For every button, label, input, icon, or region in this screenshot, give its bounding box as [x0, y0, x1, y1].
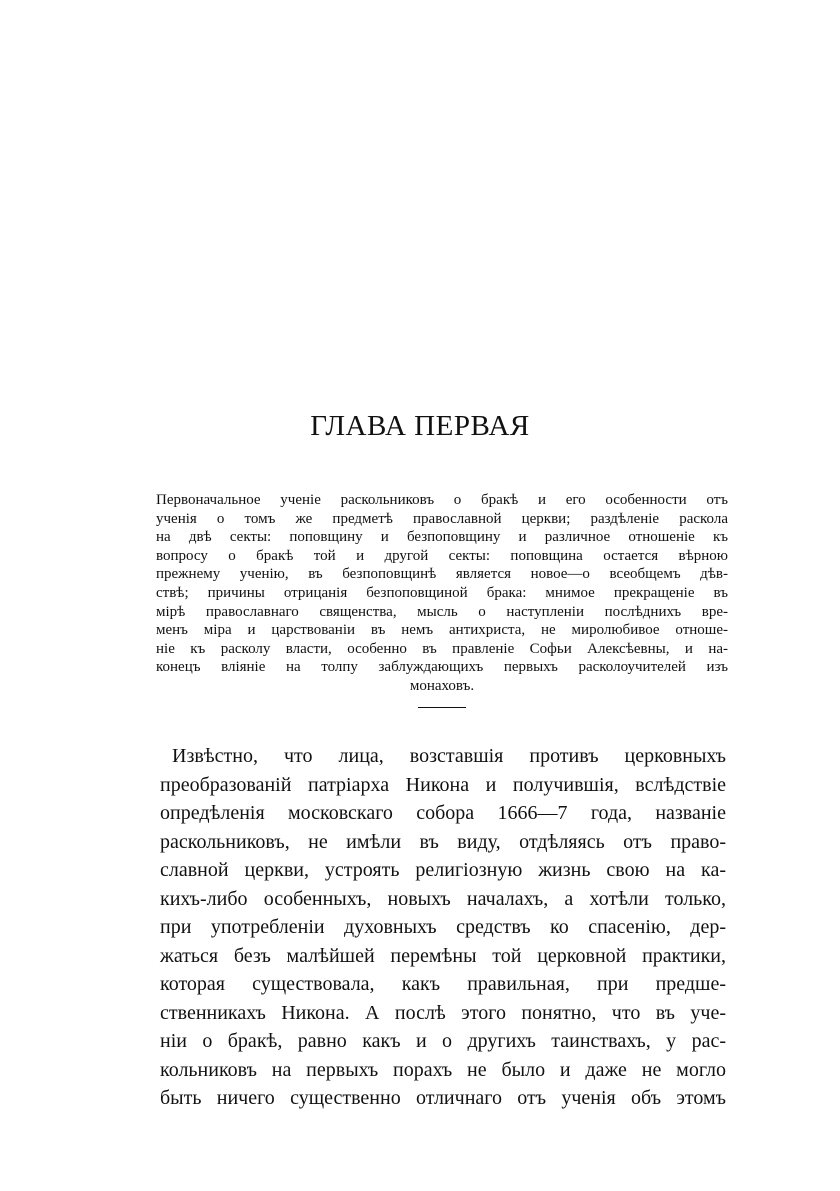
body-line: жаться безъ малѣйшей перемѣны той церковной практики, — [160, 944, 726, 967]
body-line: славной церкви, устроять религіозную жизнь свою на ка- — [160, 859, 726, 881]
chapter-title: ГЛАВА ПЕРВАЯ — [310, 410, 530, 442]
synopsis-line: вопросу о бракѣ той и другой секты: поповщина остается вѣрною — [156, 547, 728, 564]
synopsis-line: мірѣ православнаго священства, мысль о наступленіи послѣднихъ вре- — [156, 603, 728, 620]
synopsis-line: прежнему ученію, въ безпоповщинѣ является новое—о всеобщемъ дѣв- — [156, 566, 728, 583]
synopsis-line: менъ міра и царствованіи въ немъ антихриста, не миролюбивое отноше- — [156, 622, 728, 639]
body-line: Извѣстно, что лица, возставшія противъ церковныхъ — [172, 745, 726, 767]
body-line: кихъ-либо особенныхъ, новыхъ началахъ, а хотѣли только, — [160, 887, 726, 910]
synopsis-line: на двѣ секты: поповщину и безпоповщину и различное отношеніе къ — [156, 529, 728, 546]
body-line: быть ничего существенно отличнаго отъ ученія объ этомъ — [160, 1087, 726, 1109]
synopsis-line: ученія о томъ же предметѣ православной церкви; раздѣленіе раскола — [156, 510, 728, 527]
body-line: раскольниковъ, не имѣли въ виду, отдѣляясь отъ право- — [160, 830, 726, 853]
body-line: кольниковъ на первыхъ порахъ не было и даже не могло — [160, 1058, 726, 1081]
synopsis-line: ствѣ; причины отрицанія безпоповщиной брака: мнимое прекращеніе въ — [156, 584, 728, 601]
body-line: при употребленіи духовныхъ средствъ ко спасенію, дер- — [160, 916, 726, 938]
synopsis-line: монаховъ. — [409, 677, 475, 694]
body-line: ственникахъ Никона. А послѣ этого понятно, что въ уче- — [160, 1001, 726, 1024]
body-line: опредѣленія московскаго собора 1666—7 года, названіе — [160, 802, 726, 824]
body-line: преобразованій патріарха Никона и получившія, вслѣдствіе — [160, 773, 726, 796]
chapter-synopsis — [156, 491, 728, 696]
body-paragraph — [160, 742, 726, 1113]
synopsis-line: конецъ вліяніе на толпу заблуждающихъ первыхъ расколоучителей изъ — [156, 659, 728, 676]
body-line: которая существовала, какъ правильная, при предше- — [160, 973, 726, 995]
body-line: ніи о бракѣ, равно какъ и о другихъ таинствахъ, у рас- — [160, 1030, 726, 1052]
section-divider — [418, 707, 466, 708]
synopsis-line: Первоначальное ученіе раскольниковъ о бракѣ и его особенности отъ — [156, 492, 728, 508]
synopsis-line: ніе къ расколу власти, особенно въ правленіе Софьи Алексѣевны, и на- — [156, 640, 728, 657]
